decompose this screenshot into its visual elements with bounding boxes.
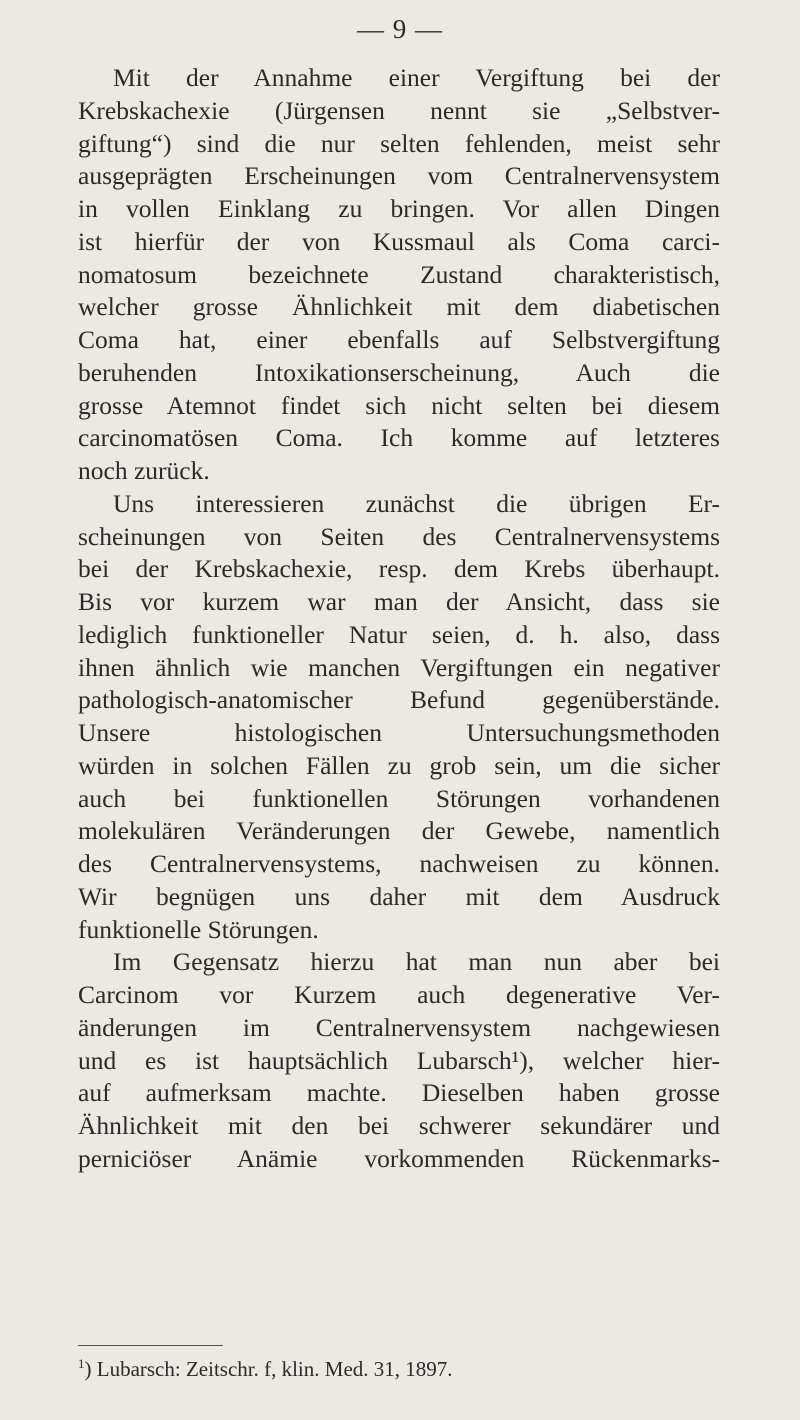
text-line: carcinomatösen Coma. Ich komme auf letzteres [78,423,720,453]
text-line: welcher grosse Ähnlichkeit mit dem diabetischen [78,292,720,322]
text-line: des Centralnervensystems, nachweisen zu können. [78,849,720,878]
text-line: ist hierfür der von Kussmaul als Coma carci- [78,226,720,256]
text-line: änderungen im Centralnervensystem nachgewiesen [78,1012,720,1042]
footnote-divider [78,1345,223,1346]
text-line: in vollen Einklang zu bringen. Vor allen Dingen [78,194,720,223]
text-line: auch bei funktionellen Störungen vorhandenen [78,783,720,813]
text-line: nomatosum bezeichnete Zustand charakteristisch, [78,259,720,289]
text-line: Krebskachexie (Jürgensen nennt sie „Selbstver- [78,95,720,125]
text-line: ihnen ähnlich wie manchen Vergiftungen ein negativer [78,652,720,682]
body-text [78,62,720,1176]
text-line: noch zurück. [78,456,210,485]
text-line: Coma hat, einer ebenfalls auf Selbstvergiftung [78,325,720,354]
text-line: würden in solchen Fällen zu grob sein, um die sicher [78,750,720,780]
text-line: auf aufmerksam machte. Dieselben haben grosse [78,1078,720,1108]
text-line: Ähnlichkeit mit den bei schwerer sekundärer und [78,1111,720,1140]
text-line: scheinungen von Seiten des Centralnervensystems [78,521,720,551]
text-line: Bis vor kurzem war man der Ansicht, dass sie [78,587,720,616]
text-line: giftung“) sind die nur selten fehlenden, meist sehr [78,128,720,158]
text-line: Carcinom vor Kurzem auch degenerative Ver- [78,980,720,1009]
text-line: Uns interessieren zunächst die übrigen Er- [113,488,720,518]
text-line: lediglich funktioneller Natur seien, d. h. also, dass [78,619,720,649]
text-line: und es ist hauptsächlich Lubarsch¹), welcher hier- [78,1045,720,1075]
text-line: pathologisch-anatomischer Befund gegenüberstände. [78,685,720,715]
page-number: — 9 — [357,14,443,44]
text-line: grosse Atemnot findet sich nicht selten bei diesem [78,390,720,420]
text-line: bei der Krebskachexie, resp. dem Krebs überhaupt. [78,554,720,584]
footnote-mark: 1 [78,1356,85,1371]
text-line: molekulären Veränderungen der Gewebe, namentlich [78,816,720,846]
text-line: Mit der Annahme einer Vergiftung bei der [113,63,720,92]
text-line: perniciöser Anämie vorkommenden Rückenmarks- [78,1143,720,1173]
text-line: Wir begnügen uns daher mit dem Ausdruck [78,881,720,911]
text-line: beruhenden Intoxikationserscheinung, Auch die [78,357,720,387]
text-line: ausgeprägten Erscheinungen vom Centralnervensystem [78,161,720,191]
footnote [78,1355,720,1383]
text-line: funktionelle Störungen. [78,914,319,944]
text-line: Unsere histologischen Untersuchungsmethoden [78,718,720,747]
footnote-text: ) Lubarsch: Zeitschr. f, klin. Med. 31, 1897. [84,1357,453,1381]
text-line: Im Gegensatz hierzu hat man nun aber bei [113,947,720,977]
